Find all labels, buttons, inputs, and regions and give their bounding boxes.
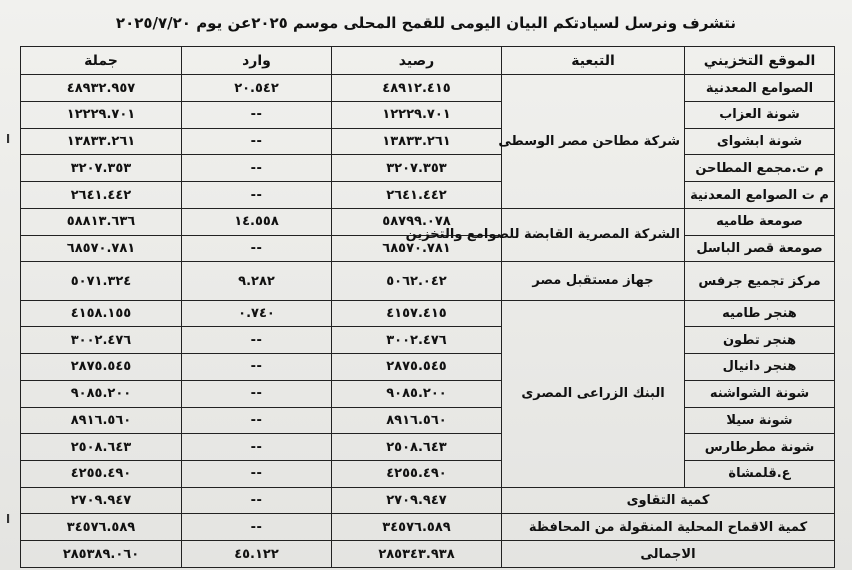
affiliation-future: جهاز مستقبل مصر xyxy=(502,262,685,300)
total-cell: ٣٤٥٧٦.٥٨٩ xyxy=(21,514,182,541)
balance-cell: ٥٨٧٩٩.٠٧٨ xyxy=(332,208,502,235)
incoming-cell: -- xyxy=(182,235,332,262)
wheat-report-table xyxy=(20,46,835,568)
transferred-label: كمية الاقماح المحلية المنقولة من المحافظة xyxy=(502,514,835,541)
total-cell: ٨٩١٦.٥٦٠ xyxy=(21,407,182,434)
incoming-cell: ٤٥.١٢٢ xyxy=(182,541,332,568)
total-cell: ٤٨٩٣٢.٩٥٧ xyxy=(21,75,182,102)
balance-cell: ٢٨٥٣٤٣.٩٣٨ xyxy=(332,541,502,568)
incoming-cell: -- xyxy=(182,487,332,514)
location-cell: شونة العزاب xyxy=(685,102,835,129)
balance-cell: ٢٦٤١.٤٤٢ xyxy=(332,182,502,209)
report-title: نتشرف ونرسل لسيادتكم البيان اليومى للقمح المحلى موسم ٢٠٢٥عن يوم ٢٠٢٥/٧/٢٠ xyxy=(115,14,737,32)
location-cell: الصوامع المعدنية xyxy=(685,75,835,102)
total-cell: ٥٨٨١٣.٦٣٦ xyxy=(21,208,182,235)
incoming-cell: ٢٠.٥٤٢ xyxy=(182,75,332,102)
table-row xyxy=(21,262,835,300)
location-cell: هنجر طاميه xyxy=(685,300,835,327)
location-cell: شونة سيلا xyxy=(685,407,835,434)
incoming-cell: -- xyxy=(182,155,332,182)
total-cell: ٢٨٧٥.٥٤٥ xyxy=(21,354,182,381)
location-cell: هنجر دانيال xyxy=(685,354,835,381)
balance-cell: ٢٧٠٩.٩٤٧ xyxy=(332,487,502,514)
table-row xyxy=(21,327,835,354)
margin-mark: ا xyxy=(6,132,11,146)
incoming-cell: -- xyxy=(182,354,332,381)
location-cell: شونة الشواشنه xyxy=(685,380,835,407)
header-location: الموقع التخزيني xyxy=(685,47,835,75)
balance-cell: ٤١٥٧.٤١٥ xyxy=(332,300,502,327)
location-cell: ع.قلمشاة xyxy=(685,460,835,487)
location-cell: م ت الصوامع المعدنية xyxy=(685,182,835,209)
table-row xyxy=(21,102,835,129)
affiliation-mills: شركة مطاحن مصر الوسطى xyxy=(502,75,685,209)
incoming-cell: ١٤.٥٥٨ xyxy=(182,208,332,235)
seeds-label: كمية التقاوى xyxy=(502,487,835,514)
grand-total-label: الاجمالى xyxy=(502,541,835,568)
table-row xyxy=(21,434,835,461)
balance-cell: ٣٤٥٧٦.٥٨٩ xyxy=(332,514,502,541)
total-cell: ٤١٥٨.١٥٥ xyxy=(21,300,182,327)
balance-cell: ٢٨٧٥.٥٤٥ xyxy=(332,354,502,381)
balance-cell: ٢٥٠٨.٦٤٣ xyxy=(332,434,502,461)
header-incoming: وارد xyxy=(182,47,332,75)
location-cell: صومعة قصر الباسل xyxy=(685,235,835,262)
balance-cell: ١٢٢٢٩.٧٠١ xyxy=(332,102,502,129)
table-row xyxy=(21,182,835,209)
location-cell: شونة مطرطارس xyxy=(685,434,835,461)
balance-cell: ٤٢٥٥.٤٩٠ xyxy=(332,460,502,487)
total-cell: ٤٢٥٥.٤٩٠ xyxy=(21,460,182,487)
location-cell: شونة ابشواى xyxy=(685,128,835,155)
balance-cell: ٥٠٦٢.٠٤٢ xyxy=(332,262,502,300)
incoming-cell: -- xyxy=(182,407,332,434)
balance-cell: ١٣٨٣٣.٢٦١ xyxy=(332,128,502,155)
table-row xyxy=(21,208,835,235)
header-total: جملة xyxy=(21,47,182,75)
balance-cell: ٣٢٠٧.٣٥٣ xyxy=(332,155,502,182)
table-row xyxy=(21,300,835,327)
margin-mark: ا xyxy=(6,512,11,526)
balance-cell: ٦٨٥٧٠.٧٨١ xyxy=(332,235,502,262)
incoming-cell: -- xyxy=(182,128,332,155)
incoming-cell: -- xyxy=(182,327,332,354)
grand-total-row xyxy=(21,541,835,568)
table-row xyxy=(21,354,835,381)
table-row xyxy=(21,128,835,155)
balance-cell: ٣٠٠٢.٤٧٦ xyxy=(332,327,502,354)
affiliation-holding: الشركة المصرية القابضة للصوامع والتخزين xyxy=(502,208,685,261)
incoming-cell: -- xyxy=(182,380,332,407)
table-row xyxy=(21,460,835,487)
incoming-cell: ٩.٢٨٢ xyxy=(182,262,332,300)
incoming-cell: ٠.٧٤٠ xyxy=(182,300,332,327)
balance-cell: ٨٩١٦.٥٦٠ xyxy=(332,407,502,434)
total-cell: ٥٠٧١.٣٢٤ xyxy=(21,262,182,300)
transferred-row xyxy=(21,514,835,541)
total-cell: ١٢٢٢٩.٧٠١ xyxy=(21,102,182,129)
seeds-row xyxy=(21,487,835,514)
total-cell: ٢٨٥٣٨٩.٠٦٠ xyxy=(21,541,182,568)
header-row xyxy=(21,47,835,75)
table-row xyxy=(21,380,835,407)
header-balance: رصيد xyxy=(332,47,502,75)
location-cell: م ت.مجمع المطاحن xyxy=(685,155,835,182)
incoming-cell: -- xyxy=(182,182,332,209)
total-cell: ٢٧٠٩.٩٤٧ xyxy=(21,487,182,514)
incoming-cell: -- xyxy=(182,102,332,129)
incoming-cell: -- xyxy=(182,434,332,461)
location-cell: مركز تجميع جرفس xyxy=(685,262,835,300)
total-cell: ٩٠٨٥.٢٠٠ xyxy=(21,380,182,407)
table-row xyxy=(21,407,835,434)
table-row xyxy=(21,75,835,102)
balance-cell: ٩٠٨٥.٢٠٠ xyxy=(332,380,502,407)
total-cell: ١٣٨٣٣.٢٦١ xyxy=(21,128,182,155)
location-cell: صومعة طاميه xyxy=(685,208,835,235)
location-cell: هنجر تطون xyxy=(685,327,835,354)
total-cell: ٢٦٤١.٤٤٢ xyxy=(21,182,182,209)
table-row xyxy=(21,155,835,182)
incoming-cell: -- xyxy=(182,514,332,541)
total-cell: ٣٠٠٢.٤٧٦ xyxy=(21,327,182,354)
incoming-cell: -- xyxy=(182,460,332,487)
affiliation-bank: البنك الزراعى المصرى xyxy=(502,300,685,487)
total-cell: ٦٨٥٧٠.٧٨١ xyxy=(21,235,182,262)
total-cell: ٢٥٠٨.٦٤٣ xyxy=(21,434,182,461)
total-cell: ٣٢٠٧.٣٥٣ xyxy=(21,155,182,182)
balance-cell: ٤٨٩١٢.٤١٥ xyxy=(332,75,502,102)
header-affiliation: التبعية xyxy=(502,47,685,75)
